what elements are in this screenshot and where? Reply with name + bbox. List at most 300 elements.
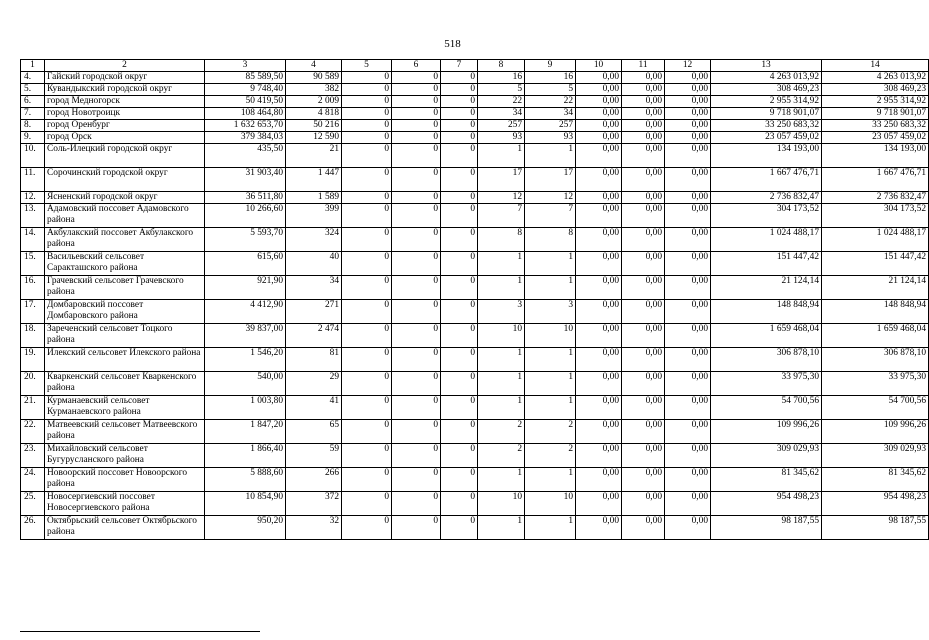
count-cell: 0 bbox=[342, 444, 392, 468]
value-cell: 33 975,30 bbox=[711, 372, 822, 396]
value-cell: 435,50 bbox=[205, 144, 286, 168]
value-cell: 0,00 bbox=[622, 492, 665, 516]
row-index-cell: 7. bbox=[21, 108, 45, 120]
value-cell: 40 bbox=[286, 252, 342, 276]
value-cell: 33 975,30 bbox=[822, 372, 929, 396]
value-cell: 0,00 bbox=[576, 420, 622, 444]
count-cell: 0 bbox=[441, 492, 478, 516]
value-cell: 2 009 bbox=[286, 96, 342, 108]
count-cell: 17 bbox=[525, 168, 576, 192]
count-cell: 0 bbox=[441, 372, 478, 396]
value-cell: 54 700,56 bbox=[711, 396, 822, 420]
value-cell: 0,00 bbox=[576, 84, 622, 96]
value-cell: 1 024 488,17 bbox=[822, 228, 929, 252]
value-cell: 0,00 bbox=[665, 204, 711, 228]
count-cell: 16 bbox=[478, 72, 525, 84]
value-cell: 271 bbox=[286, 300, 342, 324]
row-index-cell: 15. bbox=[21, 252, 45, 276]
value-cell: 0,00 bbox=[576, 108, 622, 120]
value-cell: 29 bbox=[286, 372, 342, 396]
count-cell: 1 bbox=[525, 396, 576, 420]
value-cell: 306 878,10 bbox=[822, 348, 929, 372]
value-cell: 21 124,14 bbox=[711, 276, 822, 300]
count-cell: 0 bbox=[392, 468, 441, 492]
value-cell: 324 bbox=[286, 228, 342, 252]
value-cell: 0,00 bbox=[576, 468, 622, 492]
municipality-name-cell: Кувандыкский городской округ bbox=[45, 84, 205, 96]
value-cell: 4 263 013,92 bbox=[711, 72, 822, 84]
municipality-name-cell: Новоорский поссовет Новоорского района bbox=[45, 468, 205, 492]
value-cell: 98 187,55 bbox=[711, 516, 822, 540]
value-cell: 0,00 bbox=[665, 492, 711, 516]
count-cell: 0 bbox=[441, 132, 478, 144]
count-cell: 0 bbox=[342, 120, 392, 132]
value-cell: 372 bbox=[286, 492, 342, 516]
count-cell: 0 bbox=[392, 444, 441, 468]
table-row bbox=[21, 468, 929, 492]
value-cell: 9 718 901,07 bbox=[822, 108, 929, 120]
count-cell: 0 bbox=[441, 468, 478, 492]
value-cell: 10 266,60 bbox=[205, 204, 286, 228]
value-cell: 4 412,90 bbox=[205, 300, 286, 324]
count-cell: 0 bbox=[392, 372, 441, 396]
municipality-name-cell: Матвеевский сельсовет Матвеевского района bbox=[45, 420, 205, 444]
table-row bbox=[21, 204, 929, 228]
count-cell: 0 bbox=[342, 108, 392, 120]
value-cell: 2 955 314,92 bbox=[711, 96, 822, 108]
table-row bbox=[21, 276, 929, 300]
value-cell: 0,00 bbox=[576, 492, 622, 516]
count-cell: 0 bbox=[392, 348, 441, 372]
count-cell: 10 bbox=[478, 492, 525, 516]
table-row bbox=[21, 144, 929, 168]
table-row bbox=[21, 444, 929, 468]
count-cell: 1 bbox=[478, 468, 525, 492]
count-cell: 0 bbox=[392, 204, 441, 228]
row-index-cell: 21. bbox=[21, 396, 45, 420]
value-cell: 0,00 bbox=[622, 192, 665, 204]
count-cell: 1 bbox=[525, 516, 576, 540]
municipality-name-cell: город Медногорск bbox=[45, 96, 205, 108]
column-number-cell: 8 bbox=[478, 60, 525, 72]
table-row bbox=[21, 72, 929, 84]
count-cell: 0 bbox=[392, 492, 441, 516]
value-cell: 954 498,23 bbox=[711, 492, 822, 516]
value-cell: 0,00 bbox=[665, 252, 711, 276]
value-cell: 1 667 476,71 bbox=[822, 168, 929, 192]
count-cell: 3 bbox=[525, 300, 576, 324]
value-cell: 1 847,20 bbox=[205, 420, 286, 444]
table-row bbox=[21, 252, 929, 276]
value-cell: 0,00 bbox=[576, 372, 622, 396]
value-cell: 306 878,10 bbox=[711, 348, 822, 372]
value-cell: 0,00 bbox=[622, 444, 665, 468]
value-cell: 0,00 bbox=[576, 168, 622, 192]
value-cell: 2 955 314,92 bbox=[822, 96, 929, 108]
count-cell: 0 bbox=[441, 228, 478, 252]
row-index-cell: 17. bbox=[21, 300, 45, 324]
municipality-name-cell: Сорочинский городской округ bbox=[45, 168, 205, 192]
value-cell: 98 187,55 bbox=[822, 516, 929, 540]
value-cell: 23 057 459,02 bbox=[822, 132, 929, 144]
count-cell: 0 bbox=[441, 444, 478, 468]
value-cell: 0,00 bbox=[622, 372, 665, 396]
row-index-cell: 23. bbox=[21, 444, 45, 468]
count-cell: 17 bbox=[478, 168, 525, 192]
value-cell: 0,00 bbox=[665, 396, 711, 420]
count-cell: 16 bbox=[525, 72, 576, 84]
row-index-cell: 18. bbox=[21, 324, 45, 348]
value-cell: 1 632 653,70 bbox=[205, 120, 286, 132]
table-row bbox=[21, 192, 929, 204]
count-cell: 0 bbox=[342, 420, 392, 444]
value-cell: 33 250 683,32 bbox=[711, 120, 822, 132]
count-cell: 1 bbox=[525, 276, 576, 300]
value-cell: 0,00 bbox=[576, 228, 622, 252]
column-number-cell: 3 bbox=[205, 60, 286, 72]
table-row bbox=[21, 84, 929, 96]
count-cell: 0 bbox=[392, 516, 441, 540]
value-cell: 304 173,52 bbox=[711, 204, 822, 228]
count-cell: 0 bbox=[342, 72, 392, 84]
value-cell: 0,00 bbox=[665, 300, 711, 324]
value-cell: 0,00 bbox=[576, 96, 622, 108]
count-cell: 1 bbox=[478, 396, 525, 420]
count-cell: 0 bbox=[392, 84, 441, 96]
table-row bbox=[21, 108, 929, 120]
value-cell: 0,00 bbox=[576, 144, 622, 168]
count-cell: 257 bbox=[525, 120, 576, 132]
count-cell: 0 bbox=[342, 132, 392, 144]
count-cell: 0 bbox=[441, 276, 478, 300]
count-cell: 2 bbox=[478, 420, 525, 444]
column-number-cell: 6 bbox=[392, 60, 441, 72]
row-index-cell: 24. bbox=[21, 468, 45, 492]
value-cell: 148 848,94 bbox=[822, 300, 929, 324]
municipality-name-cell: Зареченский сельсовет Тоцкого района bbox=[45, 324, 205, 348]
value-cell: 0,00 bbox=[665, 192, 711, 204]
municipality-name-cell: Новосергиевский поссовет Новосергиевского района bbox=[45, 492, 205, 516]
value-cell: 81 345,62 bbox=[711, 468, 822, 492]
value-cell: 382 bbox=[286, 84, 342, 96]
value-cell: 0,00 bbox=[665, 96, 711, 108]
value-cell: 0,00 bbox=[622, 96, 665, 108]
value-cell: 32 bbox=[286, 516, 342, 540]
count-cell: 0 bbox=[392, 276, 441, 300]
value-cell: 0,00 bbox=[622, 108, 665, 120]
value-cell: 0,00 bbox=[665, 168, 711, 192]
value-cell: 0,00 bbox=[622, 132, 665, 144]
value-cell: 65 bbox=[286, 420, 342, 444]
row-index-cell: 8. bbox=[21, 120, 45, 132]
value-cell: 41 bbox=[286, 396, 342, 420]
value-cell: 0,00 bbox=[665, 132, 711, 144]
row-index-cell: 11. bbox=[21, 168, 45, 192]
count-cell: 0 bbox=[392, 96, 441, 108]
value-cell: 615,60 bbox=[205, 252, 286, 276]
value-cell: 1 447 bbox=[286, 168, 342, 192]
value-cell: 0,00 bbox=[622, 348, 665, 372]
value-cell: 0,00 bbox=[665, 324, 711, 348]
value-cell: 33 250 683,32 bbox=[822, 120, 929, 132]
value-cell: 266 bbox=[286, 468, 342, 492]
count-cell: 0 bbox=[342, 204, 392, 228]
count-cell: 0 bbox=[392, 324, 441, 348]
count-cell: 0 bbox=[342, 144, 392, 168]
municipality-name-cell: Октябрьский сельсовет Октябрьского района bbox=[45, 516, 205, 540]
value-cell: 34 bbox=[286, 276, 342, 300]
value-cell: 134 193,00 bbox=[822, 144, 929, 168]
value-cell: 308 469,23 bbox=[711, 84, 822, 96]
value-cell: 954 498,23 bbox=[822, 492, 929, 516]
value-cell: 308 469,23 bbox=[822, 84, 929, 96]
count-cell: 0 bbox=[441, 204, 478, 228]
value-cell: 5 593,70 bbox=[205, 228, 286, 252]
value-cell: 0,00 bbox=[576, 72, 622, 84]
municipality-name-cell: Васильевский сельсовет Саракташского района bbox=[45, 252, 205, 276]
count-cell: 0 bbox=[441, 144, 478, 168]
table-row bbox=[21, 120, 929, 132]
value-cell: 85 589,50 bbox=[205, 72, 286, 84]
row-index-cell: 9. bbox=[21, 132, 45, 144]
value-cell: 0,00 bbox=[622, 420, 665, 444]
row-index-cell: 22. bbox=[21, 420, 45, 444]
count-cell: 0 bbox=[441, 300, 478, 324]
table-row bbox=[21, 168, 929, 192]
table-row bbox=[21, 324, 929, 348]
count-cell: 0 bbox=[441, 84, 478, 96]
row-index-cell: 10. bbox=[21, 144, 45, 168]
value-cell: 151 447,42 bbox=[822, 252, 929, 276]
count-cell: 10 bbox=[478, 324, 525, 348]
count-cell: 22 bbox=[478, 96, 525, 108]
value-cell: 109 996,26 bbox=[822, 420, 929, 444]
municipality-name-cell: Курманаевский сельсовет Курманаевского района bbox=[45, 396, 205, 420]
count-cell: 0 bbox=[441, 516, 478, 540]
count-cell: 0 bbox=[392, 168, 441, 192]
value-cell: 379 384,03 bbox=[205, 132, 286, 144]
table-row bbox=[21, 300, 929, 324]
count-cell: 0 bbox=[441, 252, 478, 276]
row-index-cell: 4. bbox=[21, 72, 45, 84]
municipality-name-cell: Адамовский поссовет Адамовского района bbox=[45, 204, 205, 228]
count-cell: 0 bbox=[392, 396, 441, 420]
value-cell: 81 345,62 bbox=[822, 468, 929, 492]
value-cell: 0,00 bbox=[576, 444, 622, 468]
value-cell: 0,00 bbox=[622, 252, 665, 276]
row-index-cell: 13. bbox=[21, 204, 45, 228]
count-cell: 0 bbox=[392, 252, 441, 276]
municipality-name-cell: Акбулакский поссовет Акбулакского района bbox=[45, 228, 205, 252]
value-cell: 90 589 bbox=[286, 72, 342, 84]
value-cell: 4 818 bbox=[286, 108, 342, 120]
value-cell: 0,00 bbox=[576, 300, 622, 324]
value-cell: 4 263 013,92 bbox=[822, 72, 929, 84]
table-row bbox=[21, 96, 929, 108]
count-cell: 0 bbox=[342, 168, 392, 192]
value-cell: 0,00 bbox=[665, 444, 711, 468]
value-cell: 21 124,14 bbox=[822, 276, 929, 300]
row-index-cell: 19. bbox=[21, 348, 45, 372]
value-cell: 0,00 bbox=[665, 144, 711, 168]
count-cell: 0 bbox=[342, 276, 392, 300]
table-row bbox=[21, 372, 929, 396]
municipality-name-cell: город Новотроицк bbox=[45, 108, 205, 120]
row-index-cell: 16. bbox=[21, 276, 45, 300]
municipality-name-cell: Михайловский сельсовет Бугурусланского района bbox=[45, 444, 205, 468]
value-cell: 23 057 459,02 bbox=[711, 132, 822, 144]
page-number: 518 bbox=[444, 38, 461, 50]
value-cell: 0,00 bbox=[665, 420, 711, 444]
count-cell: 0 bbox=[441, 420, 478, 444]
count-cell: 0 bbox=[392, 420, 441, 444]
municipality-name-cell: Кваркенский сельсовет Кваркенского района bbox=[45, 372, 205, 396]
count-cell: 0 bbox=[441, 348, 478, 372]
value-cell: 0,00 bbox=[665, 120, 711, 132]
row-index-cell: 6. bbox=[21, 96, 45, 108]
value-cell: 0,00 bbox=[576, 324, 622, 348]
value-cell: 0,00 bbox=[665, 516, 711, 540]
value-cell: 0,00 bbox=[665, 72, 711, 84]
count-cell: 12 bbox=[478, 192, 525, 204]
count-cell: 0 bbox=[342, 84, 392, 96]
value-cell: 399 bbox=[286, 204, 342, 228]
count-cell: 0 bbox=[392, 228, 441, 252]
value-cell: 1 024 488,17 bbox=[711, 228, 822, 252]
count-cell: 1 bbox=[525, 468, 576, 492]
value-cell: 0,00 bbox=[576, 252, 622, 276]
count-cell: 22 bbox=[525, 96, 576, 108]
count-cell: 34 bbox=[478, 108, 525, 120]
value-cell: 1 659 468,04 bbox=[822, 324, 929, 348]
value-cell: 108 464,80 bbox=[205, 108, 286, 120]
value-cell: 109 996,26 bbox=[711, 420, 822, 444]
value-cell: 0,00 bbox=[665, 372, 711, 396]
value-cell: 12 590 bbox=[286, 132, 342, 144]
count-cell: 0 bbox=[342, 228, 392, 252]
value-cell: 1 003,80 bbox=[205, 396, 286, 420]
count-cell: 0 bbox=[441, 396, 478, 420]
count-cell: 5 bbox=[525, 84, 576, 96]
bottom-divider bbox=[20, 631, 260, 632]
value-cell: 148 848,94 bbox=[711, 300, 822, 324]
value-cell: 0,00 bbox=[622, 144, 665, 168]
value-cell: 0,00 bbox=[576, 120, 622, 132]
value-cell: 10 854,90 bbox=[205, 492, 286, 516]
value-cell: 1 659 468,04 bbox=[711, 324, 822, 348]
column-number-cell: 11 bbox=[622, 60, 665, 72]
value-cell: 59 bbox=[286, 444, 342, 468]
value-cell: 309 029,93 bbox=[711, 444, 822, 468]
value-cell: 540,00 bbox=[205, 372, 286, 396]
value-cell: 0,00 bbox=[665, 348, 711, 372]
count-cell: 0 bbox=[392, 72, 441, 84]
value-cell: 0,00 bbox=[665, 228, 711, 252]
municipality-name-cell: Грачевский сельсовет Грачевского района bbox=[45, 276, 205, 300]
row-index-cell: 5. bbox=[21, 84, 45, 96]
value-cell: 0,00 bbox=[622, 300, 665, 324]
count-cell: 0 bbox=[441, 72, 478, 84]
count-cell: 0 bbox=[441, 108, 478, 120]
value-cell: 0,00 bbox=[576, 204, 622, 228]
column-number-cell: 4 bbox=[286, 60, 342, 72]
municipality-name-cell: Гайский городской округ bbox=[45, 72, 205, 84]
count-cell: 0 bbox=[441, 120, 478, 132]
count-cell: 0 bbox=[441, 192, 478, 204]
value-cell: 0,00 bbox=[576, 276, 622, 300]
row-index-cell: 12. bbox=[21, 192, 45, 204]
value-cell: 0,00 bbox=[665, 84, 711, 96]
value-cell: 151 447,42 bbox=[711, 252, 822, 276]
value-cell: 134 193,00 bbox=[711, 144, 822, 168]
count-cell: 2 bbox=[478, 444, 525, 468]
count-cell: 1 bbox=[525, 144, 576, 168]
count-cell: 0 bbox=[441, 96, 478, 108]
count-cell: 257 bbox=[478, 120, 525, 132]
value-cell: 31 903,40 bbox=[205, 168, 286, 192]
value-cell: 50 216 bbox=[286, 120, 342, 132]
column-number-cell: 10 bbox=[576, 60, 622, 72]
count-cell: 1 bbox=[478, 372, 525, 396]
count-cell: 0 bbox=[342, 492, 392, 516]
count-cell: 1 bbox=[478, 252, 525, 276]
count-cell: 0 bbox=[342, 192, 392, 204]
value-cell: 0,00 bbox=[622, 228, 665, 252]
count-cell: 0 bbox=[392, 108, 441, 120]
count-cell: 93 bbox=[525, 132, 576, 144]
count-cell: 7 bbox=[525, 204, 576, 228]
table-row bbox=[21, 348, 929, 372]
value-cell: 5 888,60 bbox=[205, 468, 286, 492]
count-cell: 0 bbox=[441, 324, 478, 348]
column-number-row bbox=[21, 60, 929, 72]
column-number-cell: 7 bbox=[441, 60, 478, 72]
count-cell: 12 bbox=[525, 192, 576, 204]
value-cell: 950,20 bbox=[205, 516, 286, 540]
count-cell: 0 bbox=[342, 372, 392, 396]
value-cell: 0,00 bbox=[576, 192, 622, 204]
value-cell: 54 700,56 bbox=[822, 396, 929, 420]
count-cell: 0 bbox=[342, 96, 392, 108]
value-cell: 304 173,52 bbox=[822, 204, 929, 228]
value-cell: 81 bbox=[286, 348, 342, 372]
count-cell: 8 bbox=[478, 228, 525, 252]
value-cell: 1 667 476,71 bbox=[711, 168, 822, 192]
value-cell: 50 419,50 bbox=[205, 96, 286, 108]
municipality-name-cell: Домбаровский поссовет Домбаровского района bbox=[45, 300, 205, 324]
table-row bbox=[21, 396, 929, 420]
column-number-cell: 1 bbox=[21, 60, 45, 72]
value-cell: 0,00 bbox=[622, 84, 665, 96]
value-cell: 309 029,93 bbox=[822, 444, 929, 468]
column-number-cell: 14 bbox=[822, 60, 929, 72]
value-cell: 39 837,00 bbox=[205, 324, 286, 348]
count-cell: 0 bbox=[342, 324, 392, 348]
value-cell: 0,00 bbox=[576, 132, 622, 144]
count-cell: 0 bbox=[392, 132, 441, 144]
municipality-name-cell: город Орск bbox=[45, 132, 205, 144]
value-cell: 0,00 bbox=[622, 276, 665, 300]
count-cell: 1 bbox=[478, 276, 525, 300]
municipality-name-cell: город Оренбург bbox=[45, 120, 205, 132]
column-number-cell: 12 bbox=[665, 60, 711, 72]
row-index-cell: 25. bbox=[21, 492, 45, 516]
table-row bbox=[21, 492, 929, 516]
count-cell: 0 bbox=[342, 300, 392, 324]
count-cell: 2 bbox=[525, 420, 576, 444]
column-number-cell: 2 bbox=[45, 60, 205, 72]
count-cell: 0 bbox=[392, 144, 441, 168]
